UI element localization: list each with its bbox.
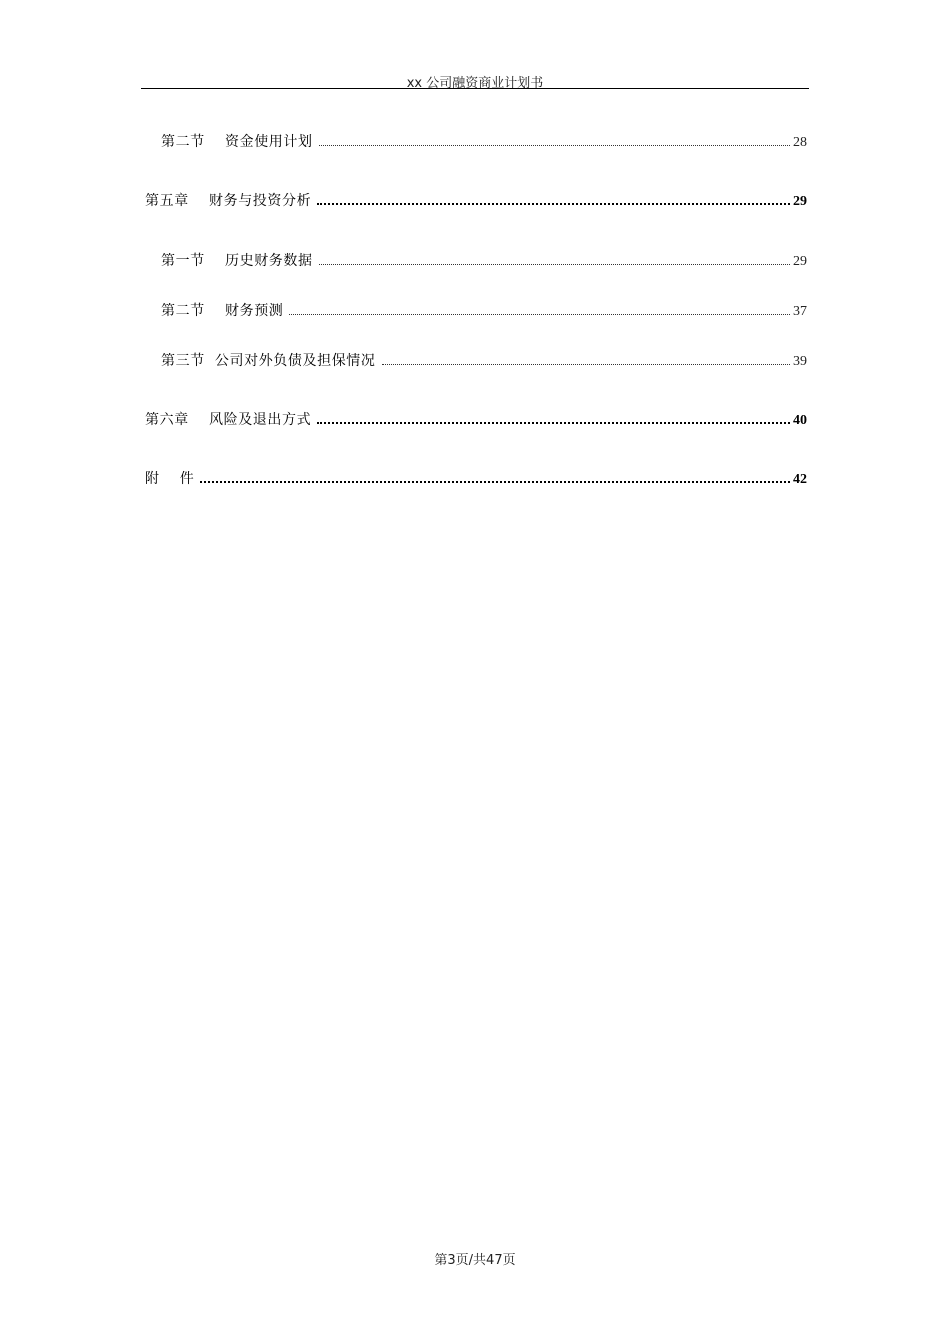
toc-entry-page: 37 xyxy=(793,304,807,319)
toc-dot-leader xyxy=(317,202,790,205)
toc-dot-leader xyxy=(319,144,790,146)
toc-entry-title: 第五章 财务与投资分析 xyxy=(145,193,312,209)
toc-entry-page: 42 xyxy=(793,472,807,487)
toc-entry[interactable] xyxy=(161,302,807,321)
toc-entry[interactable] xyxy=(161,133,807,152)
toc-dot-leader xyxy=(382,363,791,365)
toc-entry-page: 39 xyxy=(793,354,807,369)
toc-dot-leader xyxy=(289,313,790,315)
page-number-footer: 第3页/共47页 xyxy=(434,1253,516,1268)
toc-entry-page: 29 xyxy=(793,194,807,209)
toc-entry-page: 40 xyxy=(793,413,807,428)
toc-dot-leader xyxy=(200,480,790,483)
header-divider xyxy=(141,88,809,89)
toc-entry-title: 第一节 历史财务数据 xyxy=(161,253,313,269)
toc-entry-title: 第二节 资金使用计划 xyxy=(161,134,313,150)
toc-entry-page: 28 xyxy=(793,135,807,150)
toc-entry[interactable] xyxy=(145,192,807,211)
toc-entry[interactable] xyxy=(145,470,807,489)
toc-entry-title: 第六章 风险及退出方式 xyxy=(145,412,312,428)
toc-entry-title: 第三节 公司对外负债及担保情况 xyxy=(161,353,376,369)
toc-entry-title: 第二节 财务预测 xyxy=(161,303,284,319)
document-header-title: xx 公司融资商业计划书 xyxy=(406,76,544,91)
toc-entry[interactable] xyxy=(161,352,807,371)
toc-entry[interactable] xyxy=(145,411,807,430)
toc-entry[interactable] xyxy=(161,252,807,271)
toc-entry-page: 29 xyxy=(793,254,807,269)
toc-dot-leader xyxy=(319,263,790,265)
toc-dot-leader xyxy=(317,421,790,424)
toc-entry-title: 附 件 xyxy=(145,471,195,487)
